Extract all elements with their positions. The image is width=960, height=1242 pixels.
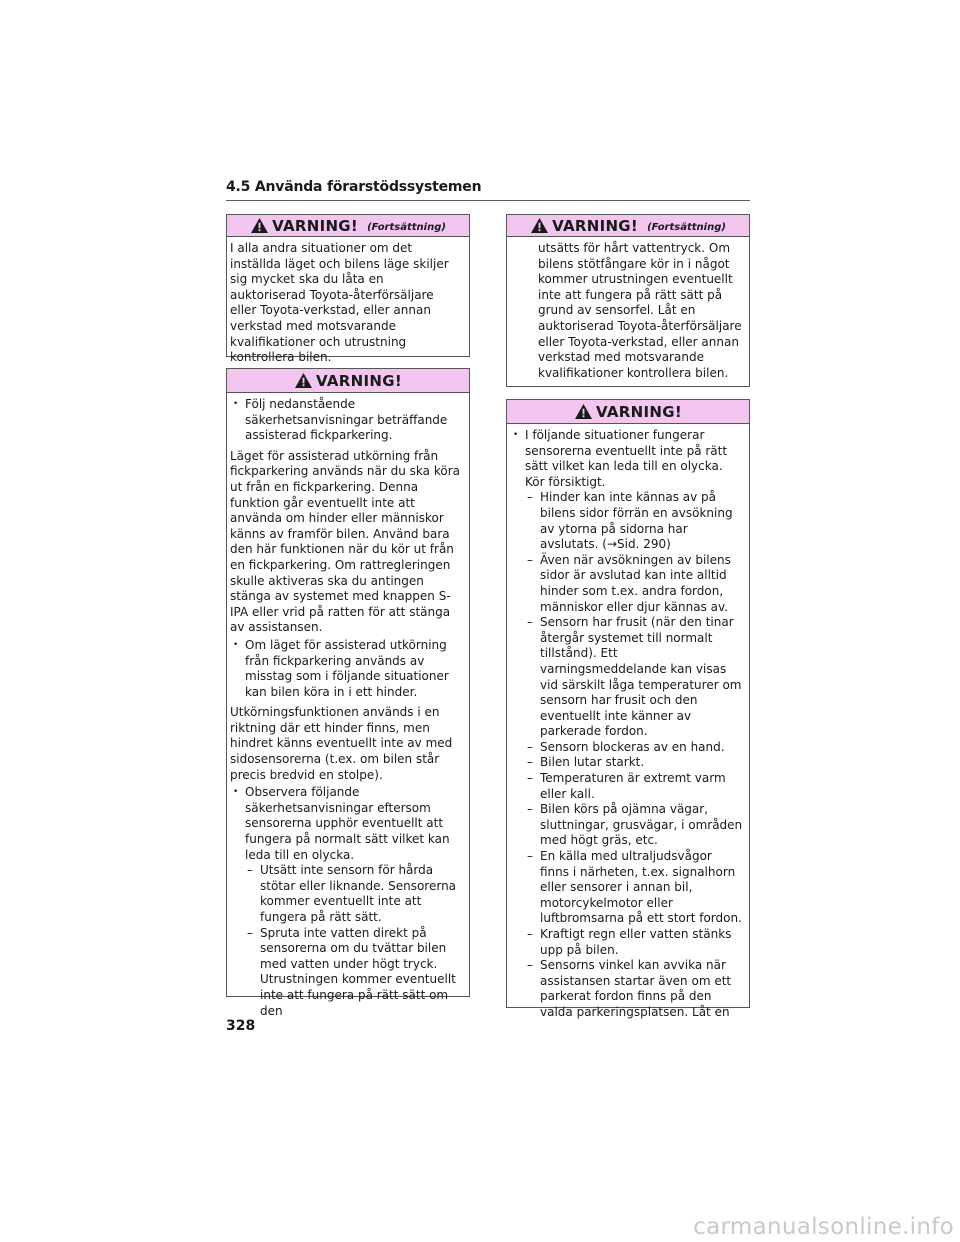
dash-item: – Spruta inte vatten direkt på sensorerna om du tvättar bilen med vatten under högt tryck. Utrustningen kommer eventuellt inte att fungera på rätt sätt om den	[247, 925, 456, 1018]
warning-header	[507, 400, 749, 424]
dash-item: – Sensorn blockeras av en hand.	[527, 739, 725, 754]
bullet-item: • Observera följande säkerhetsanvisningar eftersom sensorerna upphör eventuellt att fungera på normalt sätt vilket kan leda till en olycka.	[230, 785, 463, 863]
dash-item: – Temperaturen är extremt varm eller kall.	[527, 771, 726, 801]
paragraph: Läget för assisterad utkörning från fickparkering används när du ska köra ut från en fickparkering. Denna funktion går eventuellt inte att använda om hinder eller människor känns av framför bilen. Använd bara den här funktionen när du kör ut från en fickparkering. Om rattregleringen skulle aktiveras ska du antingen stänga av systemet med knappen S-IPA eller vrid på ratten för att stänga av assistansen.	[230, 448, 460, 635]
dash-item: – En källa med ultraljudsvågor finns i närheten, t.ex. signalhorn eller sensorer i annan bil, motorcykelmotor eller luftbromsarna på ett stort fordon.	[527, 849, 742, 926]
dash-item: – Även när avsökningen av bilens sidor är avslutad kan inte alltid hinder som t.ex. andra fordon, människor eller djur kännas av.	[527, 552, 731, 614]
warning-title: VARNING!	[596, 402, 682, 421]
page-number: 328	[226, 1018, 256, 1034]
bullet-item: • I följande situationer fungerar sensorerna eventuellt inte på rätt sätt vilket kan leda till en olycka. Kör försiktigt.	[510, 428, 743, 490]
warning-text: utsätts för hårt vattentryck. Om bilens stötfångare kör in i något kommer utrustningen eventuellt inte att fungera på rätt sätt på grund av sensorfel. Låt en auktoriserad Toyota-återförsäljare eller Toyota-verkstad, eller annan verkstad med motsvarande kvalifikationer kontrollera bilen.	[538, 241, 742, 380]
bullet-item: • Om läget för assisterad utkörning från fickparkering används av misstag som i följande situationer kan bilen köra in i ett hinder.	[230, 638, 463, 700]
dash-item: – Bilen körs på ojämna vägar, sluttningar, grusvägar, i områden med högt gräs, etc.	[527, 802, 743, 848]
warning-triangle-icon	[530, 217, 549, 234]
warning-title: VARNING!	[316, 371, 402, 390]
watermark: carmanualsonline.info	[693, 1214, 954, 1240]
dash-item: – Sensorn har frusit (när den tinar återgår systemet till normalt tillstånd). Ett varningsmeddelande kan visas vid särskilt låga temperaturer om sensorn har frusit och den eventuellt inte känner av parkerade fordon.	[527, 615, 742, 739]
warning-triangle-icon	[294, 372, 313, 389]
warning-triangle-icon	[250, 217, 269, 234]
paragraph: Utkörningsfunktionen används i en riktning där ett hinder finns, men hindret känns eventuellt inte av med sidosensorerna (t.ex. om bilen står precis bredvid en stolpe).	[230, 705, 453, 782]
warning-triangle-icon	[574, 403, 593, 420]
warning-box-parking	[226, 368, 470, 1018]
continuation-label: (Fortsättning)	[367, 221, 446, 233]
warning-header	[227, 215, 469, 237]
dash-item: – Kraftigt regn eller vatten stänks upp på bilen.	[527, 927, 732, 957]
dash-item: – Sensorns vinkel kan avvika när assistansen startar även om ett parkerat fordon finns på den valda parkeringsplatsen. Låt en	[527, 958, 732, 1019]
dash-item: – Bilen lutar starkt.	[527, 755, 645, 770]
section-title: 4.5 Använda förarstödssystemen	[226, 179, 750, 201]
bullet-item: • Följ nedanstående säkerhetsanvisningar beträffande assisterad fickparkering.	[230, 397, 463, 444]
warning-title: VARNING!	[272, 216, 359, 235]
warning-box-sensors	[506, 399, 750, 1019]
dash-item: – Hinder kan inte kännas av på bilens sidor förrän en avsökning av ytorna på sidorna har avslutats. (→Sid. 290)	[527, 490, 733, 552]
warning-title: VARNING!	[552, 216, 639, 235]
warning-text: I alla andra situationer om det inställda läget och bilens läge skiljer sig mycket ska du låta en auktoriserad Toyota-återförsäljare eller Toyota-verkstad, eller annan verkstad med motsvarande kvalifikationer och utrustning kontrollera bilen.	[230, 241, 449, 365]
warning-header	[227, 369, 469, 393]
warning-box-continued-left	[226, 214, 470, 365]
continuation-label: (Fortsättning)	[647, 221, 726, 233]
warning-header	[507, 215, 749, 237]
warning-box-continued-right	[506, 214, 750, 387]
dash-item: – Utsätt inte sensorn för hårda stötar eller liknande. Sensorerna kommer eventuellt inte att fungera på rätt sätt.	[247, 863, 457, 924]
